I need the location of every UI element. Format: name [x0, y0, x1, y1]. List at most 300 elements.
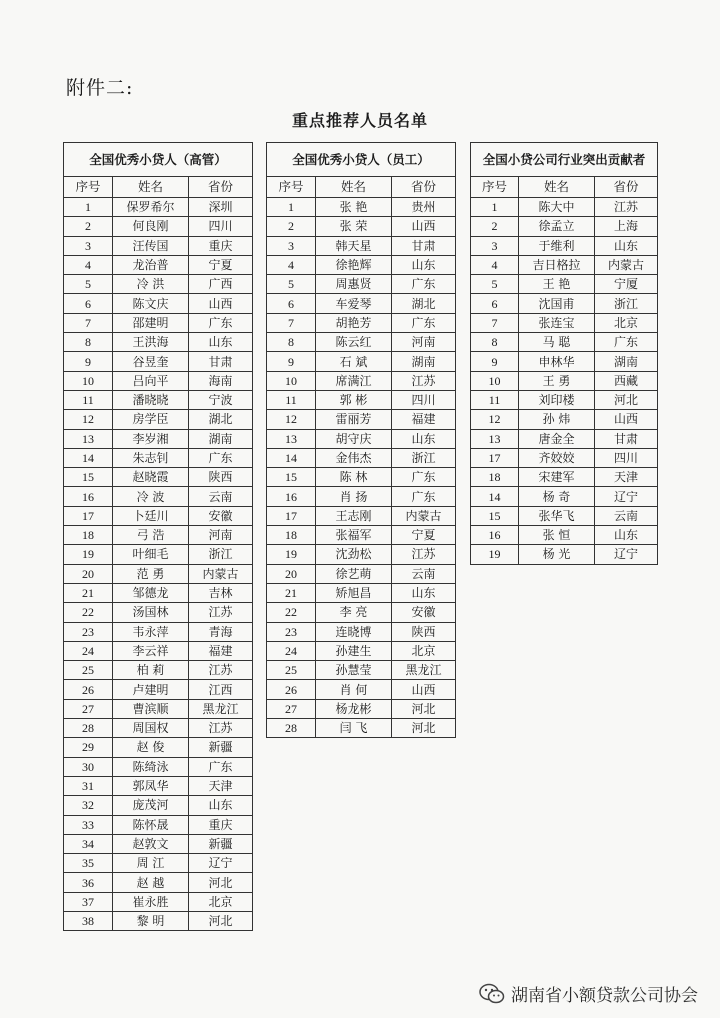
- name-cell: 徐艺萌: [316, 564, 392, 583]
- table-employees: [266, 142, 456, 738]
- province-cell: 湖南: [189, 429, 253, 448]
- index-cell: 13: [471, 429, 519, 448]
- index-cell: 10: [267, 371, 316, 390]
- name-cell: 张福军: [316, 526, 392, 545]
- name-cell: 李云祥: [113, 641, 189, 660]
- index-cell: 19: [471, 545, 519, 564]
- name-cell: 杨 光: [519, 545, 595, 564]
- index-cell: 1: [267, 198, 316, 217]
- name-cell: 车爱琴: [316, 294, 392, 313]
- province-cell: 陕西: [189, 468, 253, 487]
- index-cell: 8: [471, 333, 519, 352]
- table-row: [267, 313, 456, 332]
- index-cell: 13: [64, 429, 113, 448]
- index-cell: 11: [471, 390, 519, 409]
- name-cell: 宋建军: [519, 468, 595, 487]
- table-row: [471, 545, 658, 564]
- table-title: 全国小贷公司行业突出贡献者: [471, 143, 658, 177]
- province-cell: 山西: [392, 680, 456, 699]
- province-cell: 重庆: [189, 815, 253, 834]
- name-cell: 黎 明: [113, 911, 189, 930]
- table-row: [64, 352, 253, 371]
- index-cell: 17: [471, 448, 519, 467]
- index-cell: 14: [64, 448, 113, 467]
- name-cell: 卜廷川: [113, 506, 189, 525]
- province-cell: 天津: [189, 776, 253, 795]
- index-cell: 24: [267, 641, 316, 660]
- name-cell: 肖 扬: [316, 487, 392, 506]
- table-row: [64, 911, 253, 930]
- name-cell: 唐金全: [519, 429, 595, 448]
- province-cell: 河北: [595, 390, 658, 409]
- index-cell: 3: [64, 236, 113, 255]
- name-cell: 陈大中: [519, 198, 595, 217]
- province-cell: 广东: [189, 313, 253, 332]
- province-cell: 深圳: [189, 198, 253, 217]
- index-cell: 26: [267, 680, 316, 699]
- index-cell: 1: [64, 198, 113, 217]
- table-row: [471, 448, 658, 467]
- index-cell: 13: [267, 429, 316, 448]
- table-row: [267, 352, 456, 371]
- name-cell: 李岁湘: [113, 429, 189, 448]
- table-row: [267, 583, 456, 602]
- name-cell: 龙治普: [113, 255, 189, 274]
- province-cell: 山东: [189, 333, 253, 352]
- name-cell: 陈绮泳: [113, 757, 189, 776]
- province-cell: 吉林: [189, 583, 253, 602]
- header-name: 姓名: [113, 177, 189, 198]
- watermark: [479, 981, 698, 1006]
- table-row: [64, 275, 253, 294]
- index-cell: 2: [471, 217, 519, 236]
- table-row: [267, 699, 456, 718]
- province-cell: 宁厦: [595, 275, 658, 294]
- name-cell: 席满江: [316, 371, 392, 390]
- index-cell: 18: [267, 526, 316, 545]
- header-index: 序号: [267, 177, 316, 198]
- table-row: [64, 661, 253, 680]
- name-cell: 王志刚: [316, 506, 392, 525]
- table-row: [267, 487, 456, 506]
- index-cell: 11: [267, 390, 316, 409]
- index-cell: 28: [64, 719, 113, 738]
- province-cell: 江苏: [595, 198, 658, 217]
- name-cell: 赵 越: [113, 873, 189, 892]
- table-row: [267, 526, 456, 545]
- province-cell: 新疆: [189, 738, 253, 757]
- name-cell: 马 聪: [519, 333, 595, 352]
- index-cell: 37: [64, 892, 113, 911]
- header-index: 序号: [471, 177, 519, 198]
- table-row: [64, 217, 253, 236]
- table-row: [64, 854, 253, 873]
- index-cell: 20: [64, 564, 113, 583]
- table-row: [471, 236, 658, 255]
- table-row: [64, 429, 253, 448]
- name-cell: 张华飞: [519, 506, 595, 525]
- index-cell: 5: [471, 275, 519, 294]
- province-cell: 甘肃: [392, 236, 456, 255]
- table-row: [267, 622, 456, 641]
- province-cell: 河南: [392, 333, 456, 352]
- province-cell: 北京: [189, 892, 253, 911]
- name-cell: 孙 炜: [519, 410, 595, 429]
- name-cell: 韩天星: [316, 236, 392, 255]
- province-cell: 江苏: [392, 371, 456, 390]
- index-cell: 38: [64, 911, 113, 930]
- province-cell: 北京: [595, 313, 658, 332]
- table-title: 全国优秀小贷人（员工）: [267, 143, 456, 177]
- index-cell: 19: [64, 545, 113, 564]
- table-row: [64, 294, 253, 313]
- index-cell: 23: [267, 622, 316, 641]
- index-cell: 36: [64, 873, 113, 892]
- province-cell: 湖北: [189, 410, 253, 429]
- document-title: 重点推荐人员名单: [291, 111, 428, 130]
- name-cell: 潘晓晓: [113, 390, 189, 409]
- name-cell: 崔永胜: [113, 892, 189, 911]
- name-cell: 何良刚: [113, 217, 189, 236]
- province-cell: 辽宁: [595, 545, 658, 564]
- name-cell: 曹滨顺: [113, 699, 189, 718]
- index-cell: 18: [64, 526, 113, 545]
- name-cell: 赵敦文: [113, 834, 189, 853]
- name-cell: 赵晓霞: [113, 468, 189, 487]
- table-row: [64, 255, 253, 274]
- table-row: [267, 390, 456, 409]
- province-cell: 宁夏: [392, 526, 456, 545]
- index-cell: 7: [267, 313, 316, 332]
- index-cell: 25: [267, 661, 316, 680]
- index-cell: 21: [267, 583, 316, 602]
- table-row: [471, 526, 658, 545]
- province-cell: 新疆: [189, 834, 253, 853]
- index-cell: 8: [267, 333, 316, 352]
- province-cell: 山东: [189, 796, 253, 815]
- index-cell: 21: [64, 583, 113, 602]
- name-cell: 吕向平: [113, 371, 189, 390]
- index-cell: 33: [64, 815, 113, 834]
- table-row: [267, 371, 456, 390]
- name-cell: 王 勇: [519, 371, 595, 390]
- name-cell: 谷昱奎: [113, 352, 189, 371]
- table-contributors: [470, 142, 658, 565]
- table-row: [471, 352, 658, 371]
- table-row: [64, 738, 253, 757]
- watermark-text: 湖南省小额贷款公司协会: [511, 986, 698, 1006]
- index-cell: 6: [64, 294, 113, 313]
- index-cell: 16: [64, 487, 113, 506]
- index-cell: 4: [267, 255, 316, 274]
- province-cell: 广东: [189, 757, 253, 776]
- index-cell: 3: [471, 236, 519, 255]
- province-cell: 江西: [189, 680, 253, 699]
- index-cell: 6: [267, 294, 316, 313]
- index-cell: 22: [267, 603, 316, 622]
- province-cell: 山东: [595, 526, 658, 545]
- province-cell: 山西: [392, 217, 456, 236]
- table-row: [471, 487, 658, 506]
- table-row: [64, 371, 253, 390]
- index-cell: 35: [64, 854, 113, 873]
- table-row: [64, 390, 253, 409]
- name-cell: 弓 浩: [113, 526, 189, 545]
- name-cell: 周惠贤: [316, 275, 392, 294]
- index-cell: 1: [471, 198, 519, 217]
- table-row: [267, 641, 456, 660]
- table-row: [471, 217, 658, 236]
- name-cell: 张连宝: [519, 313, 595, 332]
- province-cell: 黑龙江: [392, 661, 456, 680]
- province-cell: 天津: [595, 468, 658, 487]
- name-cell: 冷 洪: [113, 275, 189, 294]
- table-row: [64, 545, 253, 564]
- index-cell: 26: [64, 680, 113, 699]
- province-cell: 云南: [595, 506, 658, 525]
- province-cell: 广东: [392, 313, 456, 332]
- name-cell: 申林华: [519, 352, 595, 371]
- province-cell: 山东: [392, 429, 456, 448]
- name-cell: 矫旭昌: [316, 583, 392, 602]
- table-row: [267, 429, 456, 448]
- table-row: [64, 699, 253, 718]
- name-cell: 范 勇: [113, 564, 189, 583]
- index-cell: 2: [267, 217, 316, 236]
- table-row: [64, 641, 253, 660]
- table-row: [471, 410, 658, 429]
- name-cell: 金伟杰: [316, 448, 392, 467]
- name-cell: 房学臣: [113, 410, 189, 429]
- index-cell: 12: [267, 410, 316, 429]
- name-cell: 沈国甫: [519, 294, 595, 313]
- index-cell: 14: [471, 487, 519, 506]
- province-cell: 湖北: [392, 294, 456, 313]
- province-cell: 浙江: [595, 294, 658, 313]
- table-row: [267, 603, 456, 622]
- province-cell: 山西: [595, 410, 658, 429]
- name-cell: 齐姣姣: [519, 448, 595, 467]
- province-cell: 贵州: [392, 198, 456, 217]
- index-cell: 15: [64, 468, 113, 487]
- province-cell: 浙江: [189, 545, 253, 564]
- header-province: 省份: [392, 177, 456, 198]
- index-cell: 12: [471, 410, 519, 429]
- province-cell: 西藏: [595, 371, 658, 390]
- index-cell: 20: [267, 564, 316, 583]
- index-cell: 16: [267, 487, 316, 506]
- name-cell: 郭凤华: [113, 776, 189, 795]
- header-province: 省份: [595, 177, 658, 198]
- name-cell: 刘印楼: [519, 390, 595, 409]
- index-cell: 17: [267, 506, 316, 525]
- province-cell: 江苏: [189, 719, 253, 738]
- name-cell: 邵建明: [113, 313, 189, 332]
- province-cell: 安徽: [392, 603, 456, 622]
- table-row: [64, 622, 253, 641]
- table-row: [64, 506, 253, 525]
- index-cell: 4: [64, 255, 113, 274]
- province-cell: 甘肃: [595, 429, 658, 448]
- header-name: 姓名: [316, 177, 392, 198]
- table-row: [64, 796, 253, 815]
- index-cell: 15: [471, 506, 519, 525]
- index-cell: 8: [64, 333, 113, 352]
- name-cell: 闫 飞: [316, 719, 392, 738]
- table-row: [267, 545, 456, 564]
- table-row: [267, 255, 456, 274]
- index-cell: 9: [267, 352, 316, 371]
- province-cell: 广东: [392, 275, 456, 294]
- name-cell: 张 艳: [316, 198, 392, 217]
- table-row: [64, 603, 253, 622]
- table-row: [267, 410, 456, 429]
- name-cell: 汤国林: [113, 603, 189, 622]
- province-cell: 河南: [189, 526, 253, 545]
- province-cell: 江苏: [189, 661, 253, 680]
- name-cell: 冷 波: [113, 487, 189, 506]
- name-cell: 张 恒: [519, 526, 595, 545]
- index-cell: 5: [267, 275, 316, 294]
- table-row: [267, 468, 456, 487]
- table-row: [267, 275, 456, 294]
- province-cell: 山东: [392, 583, 456, 602]
- table-row: [267, 661, 456, 680]
- name-cell: 陈怀晟: [113, 815, 189, 834]
- name-cell: 卢建明: [113, 680, 189, 699]
- name-cell: 韦永萍: [113, 622, 189, 641]
- name-cell: 李 亮: [316, 603, 392, 622]
- table-row: [64, 719, 253, 738]
- province-cell: 山西: [189, 294, 253, 313]
- name-cell: 胡守庆: [316, 429, 392, 448]
- table-row: [267, 217, 456, 236]
- province-cell: 辽宁: [189, 854, 253, 873]
- table-title: 全国优秀小贷人（高管）: [64, 143, 253, 177]
- index-cell: 16: [471, 526, 519, 545]
- table-row: [267, 294, 456, 313]
- index-cell: 14: [267, 448, 316, 467]
- index-cell: 7: [64, 313, 113, 332]
- index-cell: 31: [64, 776, 113, 795]
- province-cell: 河北: [392, 699, 456, 718]
- index-cell: 30: [64, 757, 113, 776]
- province-cell: 湖南: [392, 352, 456, 371]
- table-row: [471, 198, 658, 217]
- index-cell: 34: [64, 834, 113, 853]
- table-row: [471, 506, 658, 525]
- index-cell: 11: [64, 390, 113, 409]
- header-index: 序号: [64, 177, 113, 198]
- index-cell: 10: [471, 371, 519, 390]
- province-cell: 黑龙江: [189, 699, 253, 718]
- index-cell: 22: [64, 603, 113, 622]
- name-cell: 庞茂河: [113, 796, 189, 815]
- table-executives: [63, 142, 253, 931]
- name-cell: 保罗希尔: [113, 198, 189, 217]
- table-row: [471, 371, 658, 390]
- province-cell: 广东: [392, 468, 456, 487]
- province-cell: 上海: [595, 217, 658, 236]
- table-row: [267, 506, 456, 525]
- table-row: [64, 468, 253, 487]
- header-province: 省份: [189, 177, 253, 198]
- name-cell: 郭 彬: [316, 390, 392, 409]
- table-row: [64, 410, 253, 429]
- table-row: [471, 313, 658, 332]
- index-cell: 23: [64, 622, 113, 641]
- province-cell: 辽宁: [595, 487, 658, 506]
- name-cell: 邹德龙: [113, 583, 189, 602]
- name-cell: 周 江: [113, 854, 189, 873]
- name-cell: 张 荣: [316, 217, 392, 236]
- table-row: [471, 255, 658, 274]
- index-cell: 9: [471, 352, 519, 371]
- province-cell: 广西: [189, 275, 253, 294]
- index-cell: 17: [64, 506, 113, 525]
- index-cell: 7: [471, 313, 519, 332]
- table-row: [64, 583, 253, 602]
- index-cell: 27: [64, 699, 113, 718]
- province-cell: 四川: [595, 448, 658, 467]
- index-cell: 4: [471, 255, 519, 274]
- name-cell: 沈劲松: [316, 545, 392, 564]
- table-row: [64, 680, 253, 699]
- index-cell: 10: [64, 371, 113, 390]
- province-cell: 河北: [392, 719, 456, 738]
- province-cell: 山东: [392, 255, 456, 274]
- attachment-label: 附件二:: [66, 77, 134, 99]
- province-cell: 甘肃: [189, 352, 253, 371]
- name-cell: 叶细毛: [113, 545, 189, 564]
- index-cell: 3: [267, 236, 316, 255]
- index-cell: 15: [267, 468, 316, 487]
- name-cell: 杨龙彬: [316, 699, 392, 718]
- table-row: [64, 892, 253, 911]
- name-cell: 赵 俊: [113, 738, 189, 757]
- name-cell: 雷丽芳: [316, 410, 392, 429]
- province-cell: 湖南: [595, 352, 658, 371]
- table-row: [471, 275, 658, 294]
- province-cell: 云南: [392, 564, 456, 583]
- table-row: [64, 834, 253, 853]
- table-row: [471, 468, 658, 487]
- province-cell: 河北: [189, 911, 253, 930]
- province-cell: 宁夏: [189, 255, 253, 274]
- province-cell: 福建: [392, 410, 456, 429]
- table-row: [267, 564, 456, 583]
- province-cell: 陕西: [392, 622, 456, 641]
- name-cell: 连晓博: [316, 622, 392, 641]
- table-row: [64, 815, 253, 834]
- province-cell: 云南: [189, 487, 253, 506]
- province-cell: 海南: [189, 371, 253, 390]
- name-cell: 陈云红: [316, 333, 392, 352]
- name-cell: 于维利: [519, 236, 595, 255]
- name-cell: 徐艳辉: [316, 255, 392, 274]
- wechat-icon: [479, 983, 505, 1005]
- table-row: [64, 333, 253, 352]
- province-cell: 山东: [595, 236, 658, 255]
- name-cell: 陈 林: [316, 468, 392, 487]
- province-cell: 浙江: [392, 448, 456, 467]
- name-cell: 徐孟立: [519, 217, 595, 236]
- table-row: [64, 198, 253, 217]
- table-row: [471, 429, 658, 448]
- province-cell: 福建: [189, 641, 253, 660]
- name-cell: 石 斌: [316, 352, 392, 371]
- table-row: [471, 333, 658, 352]
